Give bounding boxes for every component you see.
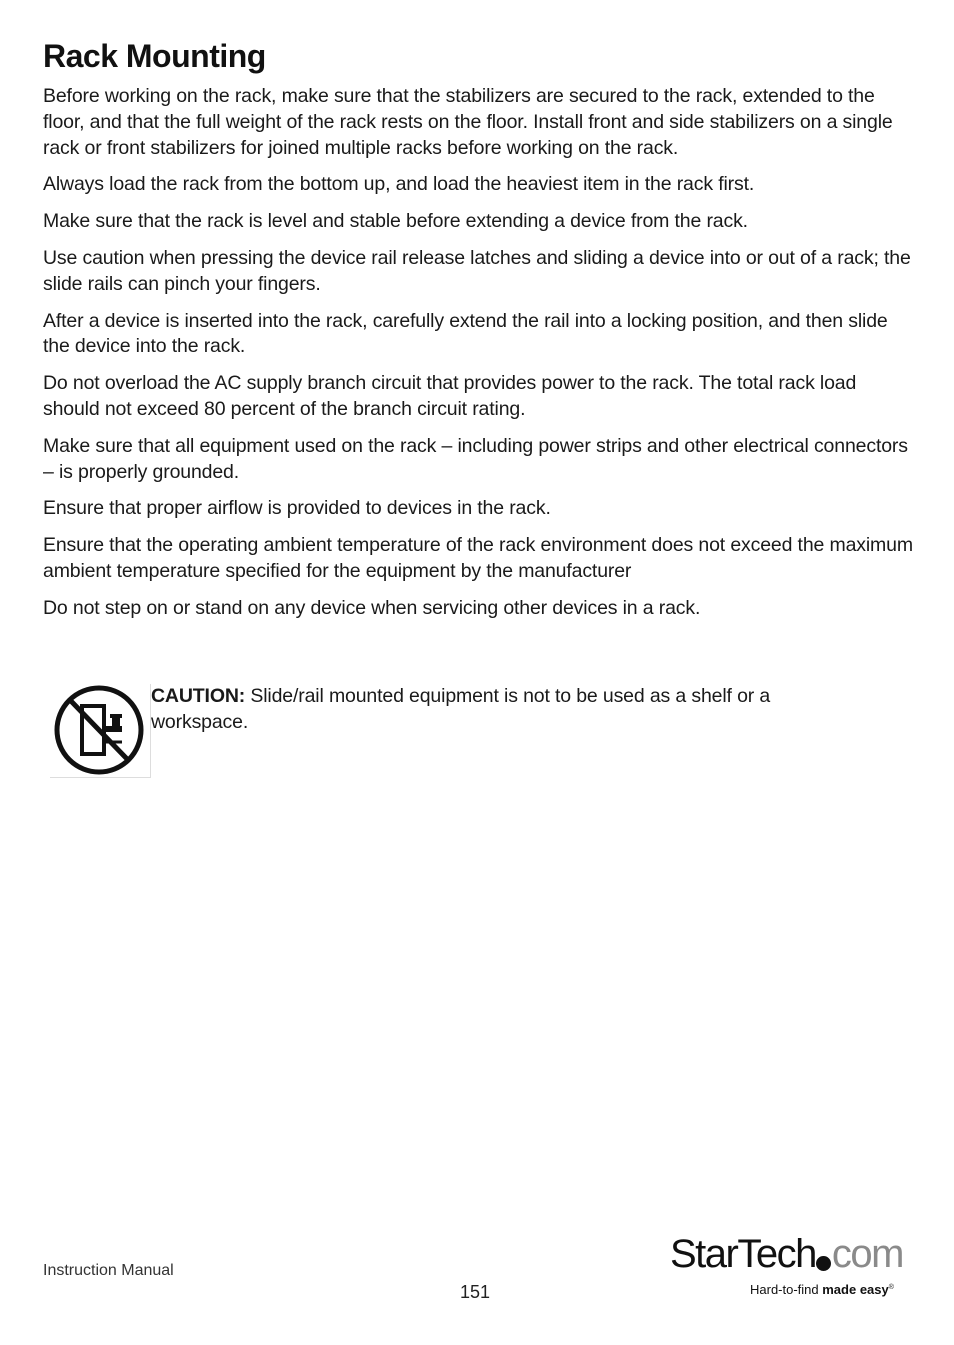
page-number: 151 <box>460 1282 491 1302</box>
logo-tagline-strong: made easy <box>822 1282 889 1297</box>
logo-dot-icon <box>816 1256 831 1271</box>
logo-tld: com <box>831 1232 903 1276</box>
instruction-paragraph: Before working on the rack, make sure that the stabilizers are secured to the rack, extended to the floor, and that the full weight of the rack rests on the floor. Install front and side stabilizers on a single rack or front stabilizers for joined multiple racks before working on the rack. <box>43 85 893 159</box>
instruction-paragraph: Always load the rack from the bottom up, and load the heaviest item in the rack first. <box>43 173 755 196</box>
no-shelf-prohibition-icon <box>50 684 151 778</box>
startech-logo <box>670 1232 910 1304</box>
logo-brand: StarTech <box>670 1232 816 1276</box>
instruction-paragraph: Do not overload the AC supply branch circuit that provides power to the rack. The total rack load should not exceed 80 percent of the branch circuit rating. <box>43 372 857 420</box>
caution-text <box>151 684 851 736</box>
caution-message: Slide/rail mounted equipment is not to be used as a shelf or a workspace. <box>151 685 771 733</box>
instructions-body <box>43 84 915 633</box>
logo-wordmark <box>670 1232 903 1276</box>
caution-notice <box>50 684 870 780</box>
logo-tagline <box>750 1282 894 1297</box>
instruction-paragraph: Use caution when pressing the device rail release latches and sliding a device into or out of a rack; the slide rails can pinch your fingers. <box>43 246 911 295</box>
instruction-paragraph: Ensure that the operating ambient temperature of the rack environment does not exceed the maximum ambient temperature specified for the equipment by the manufacturer <box>43 534 913 582</box>
logo-tagline-prefix: Hard-to-find <box>750 1282 823 1297</box>
instruction-paragraph: After a device is inserted into the rack, carefully extend the rail into a locking position, and then slide the device into the rack. <box>43 309 888 358</box>
instruction-paragraph: Make sure that all equipment used on the rack – including power strips and other electrical connectors – is properly grounded. <box>43 434 908 483</box>
footer-manual-label: Instruction Manual <box>43 1262 174 1279</box>
caution-label: CAUTION: <box>151 685 246 707</box>
instruction-paragraph: Do not step on or stand on any device when servicing other devices in a rack. <box>43 596 701 619</box>
registered-mark: ® <box>888 1284 894 1291</box>
instruction-paragraph: Make sure that the rack is level and stable before extending a device from the rack. <box>43 210 748 233</box>
page-title: Rack Mounting <box>43 38 266 74</box>
instruction-paragraph: Ensure that proper airflow is provided to devices in the rack. <box>43 497 551 520</box>
